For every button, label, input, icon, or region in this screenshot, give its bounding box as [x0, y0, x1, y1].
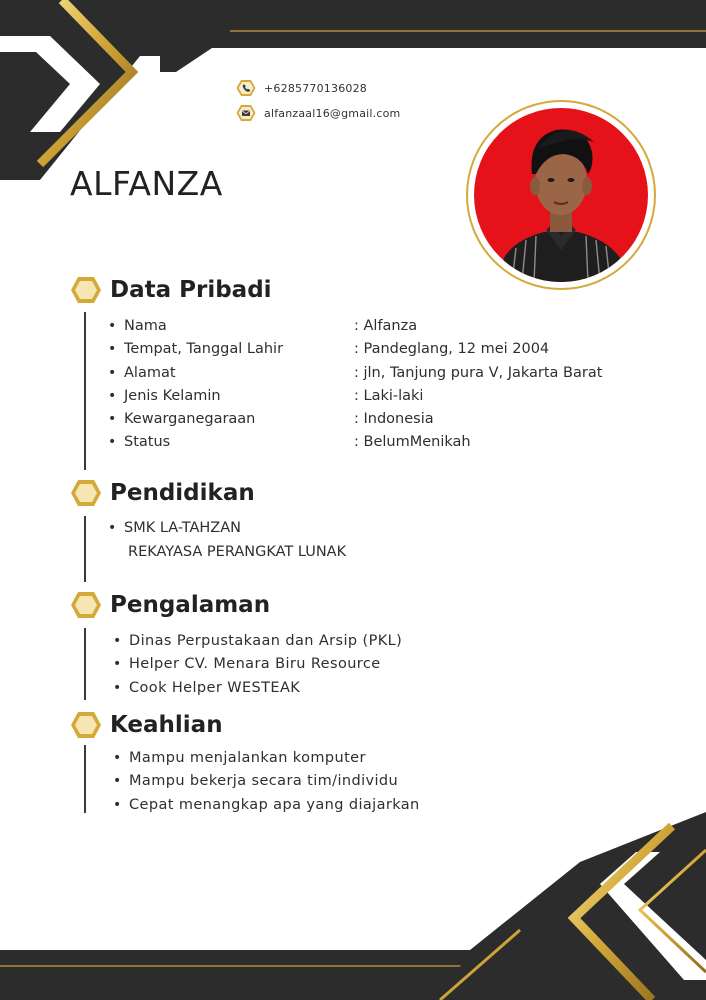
field-label: Status	[124, 434, 171, 451]
portrait-image	[474, 108, 648, 282]
list-item	[106, 362, 626, 385]
section-title: Keahlian	[110, 712, 223, 738]
list-item: • Helper CV. Menara Biru Resource	[111, 653, 402, 676]
hexagon-bullet-icon	[70, 591, 102, 619]
section-heading-keahlian	[70, 711, 223, 739]
top-dark-band-step	[160, 30, 706, 72]
field-label: Tempat, Tanggal Lahir	[124, 341, 284, 358]
field-label: Nama	[124, 318, 167, 334]
section-heading-pendidikan	[70, 479, 255, 507]
skills-list	[111, 747, 420, 817]
section-heading-pengalaman	[70, 591, 270, 619]
section-title: Pendidikan	[110, 480, 255, 506]
education-school: • SMK LA-TAHZAN	[106, 517, 346, 541]
list-item: • Cepat menangkap apa yang diajarkan	[111, 794, 420, 817]
personal-data-list	[106, 315, 626, 455]
section-title: Pengalaman	[110, 592, 271, 618]
field-label: Jenis Kelamin	[124, 387, 221, 404]
section-title: Data Pribadi	[110, 277, 272, 303]
education-major: REKAYASA PERANGKAT LUNAK	[128, 543, 347, 560]
contact-email	[236, 104, 400, 122]
hexagon-bullet-icon	[70, 711, 102, 739]
field-value: : Alfanza	[354, 318, 418, 334]
list-item	[106, 315, 626, 338]
field-label: Alamat	[124, 364, 176, 381]
list-item: • Dinas Perpustakaan dan Arsip (PKL)	[111, 630, 402, 653]
timeline-line	[84, 628, 86, 700]
contact-phone	[236, 79, 367, 97]
list-item	[106, 408, 626, 431]
hexagon-bullet-icon	[70, 479, 102, 507]
hexagon-bullet-icon	[70, 276, 102, 304]
field-label: Kewarganegaraan	[124, 411, 256, 428]
profile-photo	[466, 100, 656, 290]
section-heading-data-pribadi	[70, 276, 272, 304]
education-list	[106, 517, 346, 564]
bottom-right-dark-block	[440, 812, 706, 1000]
email-icon	[236, 104, 256, 122]
field-value: : Indonesia	[354, 411, 434, 428]
list-item: • Cook Helper WESTEAK	[111, 677, 402, 700]
field-value: : Laki-laki	[354, 387, 424, 404]
email-address: alfanzaal16@gmail.com	[264, 106, 401, 120]
timeline-line	[84, 745, 86, 813]
list-item: • Mampu menjalankan komputer	[111, 747, 420, 770]
phone-icon	[236, 79, 256, 97]
field-value: : jln, Tanjung pura V, Jakarta Barat	[354, 364, 603, 381]
list-item	[106, 431, 626, 454]
timeline-line	[84, 516, 86, 582]
timeline-line	[84, 312, 86, 470]
field-value: : Pandeglang, 12 mei 2004	[354, 341, 550, 358]
field-value: : BelumMenikah	[354, 434, 471, 451]
phone-number: +6285770136028	[264, 81, 367, 95]
list-item	[106, 385, 626, 408]
list-item: • Mampu bekerja secara tim/individu	[111, 770, 420, 793]
list-item	[106, 338, 626, 361]
person-name: ALFANZA	[70, 164, 223, 203]
experience-list	[111, 630, 402, 700]
top-left-dark-block	[0, 0, 200, 180]
